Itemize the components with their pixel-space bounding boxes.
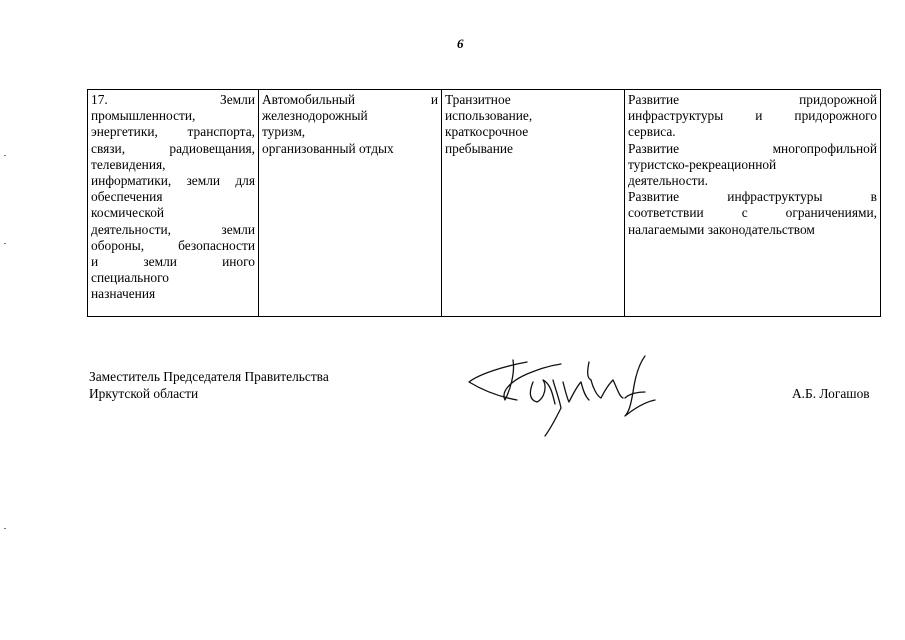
signatory-position-line2: Иркутской области	[89, 386, 199, 401]
development-line: Развитие многопрофильной	[628, 140, 877, 156]
land-category-line: обороны, безопасности	[91, 237, 255, 253]
development-cell	[625, 90, 881, 317]
land-category-line: космической	[91, 205, 165, 221]
use-mode-line: использование,	[445, 108, 533, 124]
tourism-type-line: туризм,	[262, 124, 306, 140]
use-mode-line: краткосрочное	[445, 124, 529, 140]
signatory-position-line1: Заместитель Председателя Правительства	[89, 369, 329, 384]
tourism-type-line: Автомобильный и	[262, 92, 438, 107]
land-category-line: и земли иного	[91, 254, 255, 270]
land-category-cell	[88, 90, 259, 317]
land-category-line: телевидения,	[91, 156, 166, 172]
scan-artifact	[4, 528, 6, 529]
tourism-type-line: организованный отдых	[262, 140, 394, 156]
use-mode-cell	[442, 90, 625, 317]
tourism-type-cell	[259, 90, 442, 317]
land-category-line: деятельности, земли	[91, 221, 255, 237]
land-use-table	[87, 89, 881, 317]
land-category-line: энергетики, транспорта,	[91, 124, 255, 140]
development-line: Развитие придорожной	[628, 92, 877, 107]
development-line: туристско-рекреационной	[628, 156, 777, 172]
development-line: деятельности.	[628, 173, 709, 189]
page-number: 6	[457, 36, 464, 51]
scan-artifact	[4, 155, 6, 156]
development-line: сервиса.	[628, 124, 676, 140]
land-category-line: специального	[91, 270, 169, 286]
tourism-type-line: железнодорожный	[262, 108, 368, 124]
land-category-line: обеспечения	[91, 189, 163, 205]
development-line: Развитие инфраструктуры в	[628, 189, 877, 205]
development-line: соответствии с ограничениями,	[628, 205, 877, 221]
land-category-line: назначения	[91, 286, 156, 302]
signatory-name: А.Б. Логашов	[792, 386, 870, 401]
use-mode-line: пребывание	[445, 140, 513, 156]
handwritten-signature	[465, 352, 665, 440]
development-line: налагаемыми законодательством	[628, 221, 815, 237]
use-mode-line: Транзитное	[445, 92, 511, 107]
table-row	[88, 90, 881, 317]
land-category-line: связи, радиовещания,	[91, 140, 255, 156]
development-line: инфраструктуры и придорожного	[628, 108, 877, 124]
signatory-position	[89, 368, 329, 402]
land-category-line: промышленности,	[91, 108, 196, 124]
land-category-line: 17. Земли	[91, 92, 255, 107]
land-category-line: информатики, земли для	[91, 173, 255, 189]
scan-artifact	[4, 243, 6, 244]
